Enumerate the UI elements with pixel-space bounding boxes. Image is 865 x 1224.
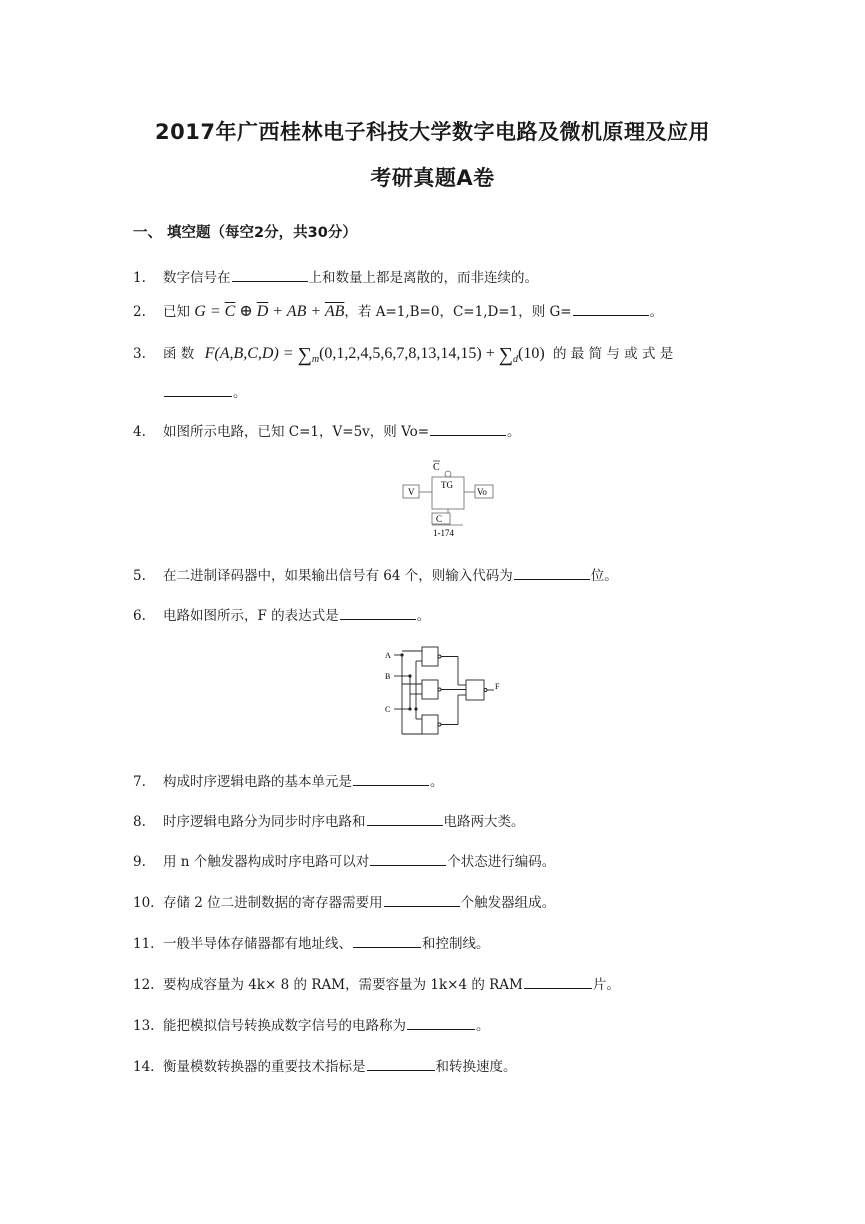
answer-blank xyxy=(524,975,592,989)
junction-dot xyxy=(414,707,417,710)
question-5: 5. 在二进制译码器中，如果输出信号有 64 个，则输入代码为 位。 xyxy=(133,568,618,584)
answer-blank xyxy=(370,852,446,866)
formula-g: $G = \overline{C}$ ⊕ $\overline{D}$ + AB + $\overline{AB}$ xyxy=(194,303,345,320)
answer-blank xyxy=(340,606,416,620)
input-a-label: A xyxy=(385,651,391,660)
figure-id-label: 1-174 xyxy=(433,528,454,538)
c-bar-label: C xyxy=(433,462,440,473)
page-title-line-2: 考研真题A卷 xyxy=(370,166,495,190)
answer-blank xyxy=(353,772,429,786)
question-3: 3. 函 数 $F(A,B,C,D) = \sum_m(0,1,2,4,5,6,7,8,13,14,15) + \sum_d(10)$ 的 最 简 与 或 式 是 xyxy=(133,344,674,366)
c-label: C xyxy=(436,514,443,524)
formula-f: $F(A,B,C,D) = \sum_m(0,1,2,4,5,6,7,8,13,14,15) + \sum_d(10)$ xyxy=(204,344,545,366)
input-b-label: B xyxy=(385,672,391,681)
answer-blank xyxy=(367,812,443,826)
answer-blank xyxy=(407,1016,475,1030)
question-4: 4. 如图所示电路，已知 C=1，V=5v，则 Vo= 。 xyxy=(133,424,521,440)
page-title-line-1: 2017年广西桂林电子科技大学数字电路及微机原理及应用 xyxy=(155,120,710,144)
answer-blank xyxy=(514,566,590,580)
answer-blank xyxy=(430,422,506,436)
answer-blank xyxy=(573,302,649,316)
question-9: 9. 用 n 个触发器构成时序电路可以对 个状态进行编码。 xyxy=(133,854,556,870)
question-11: 11. 一般半导体存储器都有地址线、 和控制线。 xyxy=(133,936,490,952)
junction-dot xyxy=(408,707,411,710)
question-2: 2. 已知 $G = \overline{C}$ ⊕ $\overline{D}$ + AB + $\overline{AB}$，若 A=1,B=0，C=1,D=1，则 G= 。 xyxy=(133,303,664,320)
question-3-continued: 。 xyxy=(163,381,247,401)
vo-label: Vo xyxy=(477,487,487,497)
v-label: V xyxy=(408,487,415,497)
question-8: 8. 时序逻辑电路分为同步时序电路和 电路两大类。 xyxy=(133,814,525,830)
output-f-label: F xyxy=(495,682,500,691)
junction-dot xyxy=(408,674,411,677)
section-heading: 一、 填空题（每空2分，共30分） xyxy=(133,225,357,241)
question-12: 12. 要构成容量为 4k× 8 的 RAM，需要容量为 1k×4 的 RAM 片。 xyxy=(133,977,620,993)
question-7: 7. 构成时序逻辑电路的基本单元是 。 xyxy=(133,774,444,790)
answer-blank xyxy=(232,268,308,282)
answer-blank xyxy=(367,1057,435,1071)
junction-dot xyxy=(400,653,403,656)
logic-gate-figure xyxy=(380,642,510,740)
answer-blank xyxy=(164,383,232,397)
inversion-bubble xyxy=(445,471,451,477)
question-10: 10. 存储 2 位二进制数据的寄存器需要用 个触发器组成。 xyxy=(133,895,556,911)
question-6: 6. 电路如图所示，F 的表达式是 。 xyxy=(133,608,431,624)
question-14: 14. 衡量模数转换器的重要技术指标是 和转换速度。 xyxy=(133,1059,517,1075)
answer-blank xyxy=(353,934,421,948)
input-c-label: C xyxy=(385,705,391,714)
answer-blank xyxy=(384,893,460,907)
question-13: 13. 能把模拟信号转换成数字信号的电路称为 。 xyxy=(133,1018,490,1034)
question-1: 1. 数字信号在 上和数量上都是离散的，而非连续的。 xyxy=(133,270,538,286)
tg-label: TG xyxy=(441,480,453,490)
transmission-gate-figure xyxy=(395,458,505,540)
